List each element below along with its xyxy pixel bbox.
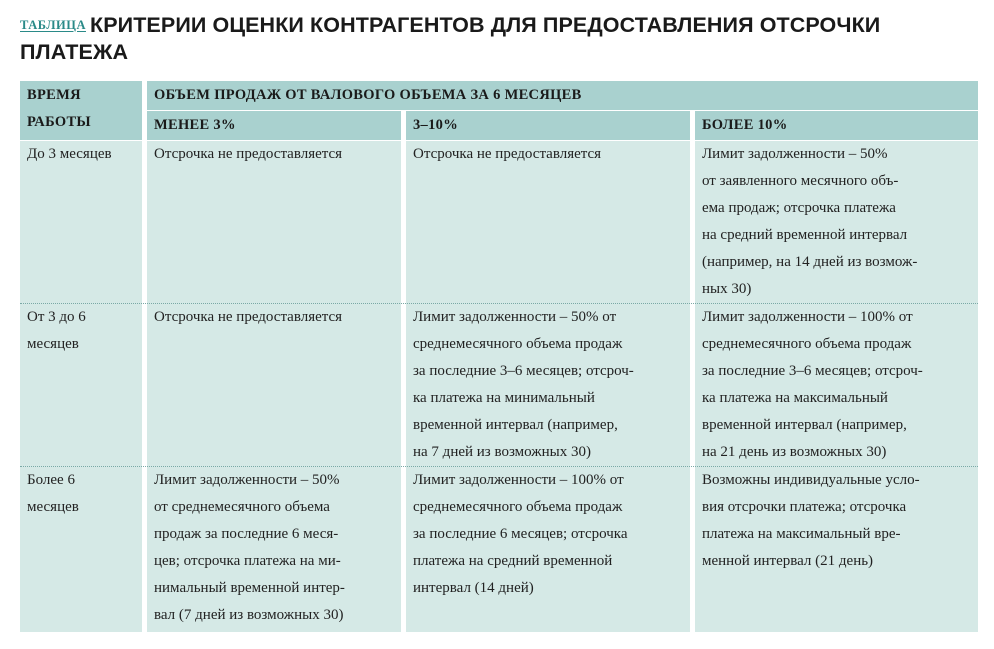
table-row-2-less-3: Отсрочка не предоставляется bbox=[154, 309, 343, 325]
header-work-period bbox=[20, 81, 142, 140]
table-row-2-period: От 3 до 6 месяцев bbox=[27, 309, 86, 352]
body-col-period bbox=[20, 141, 142, 632]
header-col-more-10-text: БОЛЕЕ 10% bbox=[702, 117, 788, 133]
header-work-period-line1: ВРЕМЯ bbox=[27, 87, 81, 103]
table-row-3-more-10: Возможны индивидуальные усло- вия отсрочки платежа; отсрочка платежа на максимальный вре- менной интервал (21 день) bbox=[702, 472, 920, 569]
header-sales-volume-group bbox=[147, 81, 978, 110]
table-row-2-more-10: Лимит задолженности – 100% от среднемесячного объема продаж за последние 3–6 месяцев; отсроч- ка платежа на максимальный временной интервал (например, на 21 день из возможных 30) bbox=[702, 309, 923, 460]
table-title bbox=[20, 12, 980, 66]
header-col-less-3 bbox=[147, 111, 401, 140]
table-title-text: КРИТЕРИИ ОЦЕНКИ КОНТРАГЕНТОВ ДЛЯ ПРЕДОСТАВЛЕНИЯ ОТСРОЧКИ ПЛАТЕЖА bbox=[20, 13, 881, 64]
header-col-3-10-text: 3–10% bbox=[413, 117, 458, 133]
header-col-less-3-text: МЕНЕЕ 3% bbox=[154, 117, 236, 133]
table-row-3-less-3: Лимит задолженности – 50% от среднемесячного объема продаж за последние 6 меся- цев; отсрочка платежа на ми- нимальный временной интер- вал (7 дней из возможных 30) bbox=[154, 472, 345, 623]
table-row-1-less-3: Отсрочка не предоставляется bbox=[154, 146, 343, 162]
table-row-3-3-10: Лимит задолженности – 100% от среднемесячного объема продаж за последние 6 месяцев; отсрочка платежа на средний временной интервал (14 дней) bbox=[413, 472, 628, 596]
table-row-1-more-10: Лимит задолженности – 50% от заявленного месячного объ- ема продаж; отсрочка платежа на средний временной интервал (например, на 14 дней из возмож- ных 30) bbox=[702, 146, 918, 297]
table-row-1-3-10: Отсрочка не предоставляется bbox=[413, 146, 602, 162]
table-tag: ТАБЛИЦА bbox=[20, 18, 86, 32]
table-row-2-3-10: Лимит задолженности – 50% от среднемесячного объема продаж за последние 3–6 месяцев; отсроч- ка платежа на минимальный временной интервал (например, на 7 дней из возможных 30) bbox=[413, 309, 634, 460]
header-col-more-10 bbox=[695, 111, 978, 140]
header-col-3-10 bbox=[406, 111, 690, 140]
table-row-1-period: До 3 месяцев bbox=[27, 146, 112, 162]
table-row-3-period: Более 6 месяцев bbox=[27, 472, 79, 515]
header-sales-volume-text: ОБЪЕМ ПРОДАЖ ОТ ВАЛОВОГО ОБЪЕМА ЗА 6 МЕСЯЦЕВ bbox=[154, 87, 582, 103]
header-work-period-line2: РАБОТЫ bbox=[27, 114, 91, 130]
